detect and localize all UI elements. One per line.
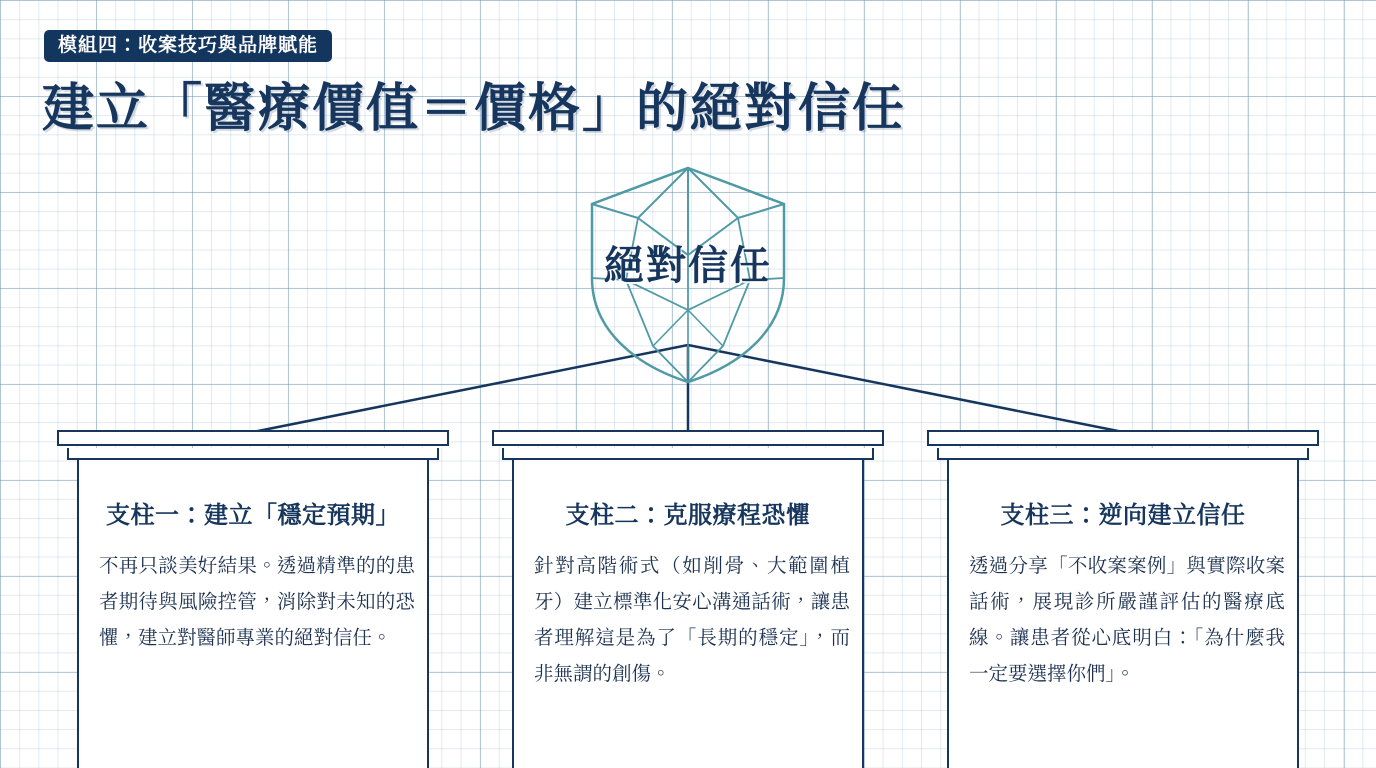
- module-tag: 模組四：收案技巧與品牌賦能: [44, 30, 332, 62]
- pillar-cap-mid: [67, 448, 439, 460]
- pillar-title: 支柱二：克服療程恐懼: [565, 502, 811, 529]
- pillar-cap-top: [927, 430, 1319, 446]
- page-title: 建立「醫療價值＝價格」的絕對信任: [42, 80, 907, 138]
- pillar-body: 不再只談美好結果。透過精準的的患者期待與風險控管，消除對未知的恐懼，建立對醫師專業的絕對信任。: [99, 555, 415, 650]
- pillar-body: 透過分享「不收案案例」與實際收案話術，展現診所嚴謹評估的醫療底線。讓患者從心底明白：「為什麼我一定要選擇你們」。: [969, 555, 1285, 686]
- shield-label: 絕對信任: [604, 244, 772, 288]
- trust-shield: [578, 160, 798, 390]
- pillar-three: [927, 430, 1319, 768]
- pillar-title: 支柱一：建立「穩定預期」: [106, 502, 400, 529]
- pillar-two: [492, 430, 884, 768]
- pillar-cap-top: [492, 430, 884, 446]
- pillar-title: 支柱三：逆向建立信任: [1000, 502, 1246, 529]
- pillar-cap-mid: [937, 448, 1309, 460]
- pillar-cap-top: [57, 430, 449, 446]
- pillar-cap-mid: [502, 448, 874, 460]
- pillar-one: [57, 430, 449, 768]
- pillar-body: 針對高階術式（如削骨、大範圍植牙）建立標準化安心溝通話術，讓患者理解這是為了「長期的穩定」，而非無謂的創傷。: [534, 555, 850, 686]
